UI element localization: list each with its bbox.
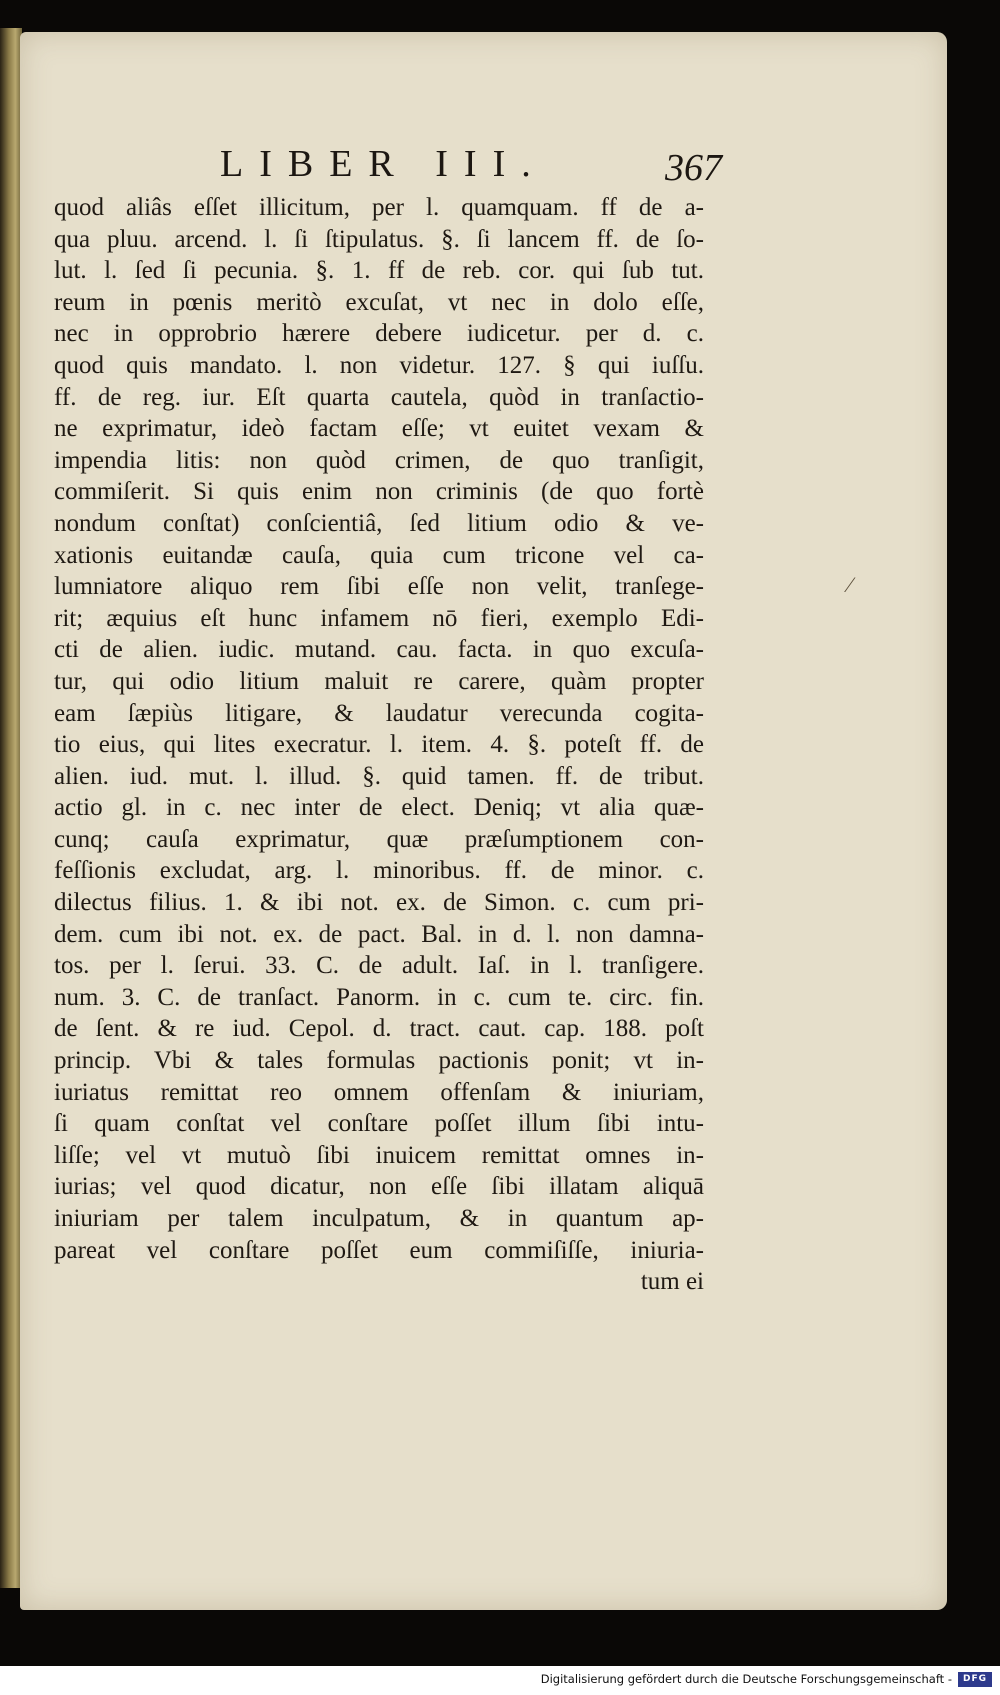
text-line: num. 3. C. de tranſact. Panorm. in c. cum te. circ. fin. [54, 983, 704, 1011]
text-line: dem. cum ibi not. ex. de pact. Bal. in d. l. non damna- [54, 920, 704, 948]
text-line: quod aliâs eſſet illicitum, per l. quamquam. ff de a- [54, 194, 704, 221]
text-line: ne exprimatur, ideò factam eſſe; vt euitet vexam & [54, 415, 704, 443]
text-line: cunq; cauſa exprimatur, quæ præſumptionem con- [54, 825, 704, 853]
running-head [20, 142, 947, 192]
dfg-logo-icon: DFG [958, 1672, 992, 1687]
book-spine [0, 28, 22, 1588]
text-line: ff. de reg. iur. Eſt quarta cautela, quòd in tranſactio- [54, 383, 704, 411]
text-line: qua pluu. arcend. l. ſi ſtipulatus. §. ſi lancem ff. de ſo- [54, 225, 704, 253]
text-line: xationis euitandæ cauſa, quia cum tricone vel ca- [54, 541, 704, 569]
text-line: tio eius, qui lites execratur. l. item. 4. §. poteſt ff. de [54, 731, 704, 759]
text-line: cti de alien. iudic. mutand. cau. facta. in quo excuſa- [54, 636, 704, 664]
text-line: lut. l. ſed ſi pecunia. §. 1. ff de reb. cor. qui ſub tut. [54, 257, 704, 285]
book-page [20, 32, 947, 1610]
text-line: reum in pœnis meritò excuſat, vt nec in dolo eſſe, [54, 288, 704, 316]
text-line: nondum conſtat) conſcientiâ, ſed litium odio & ve- [54, 509, 704, 537]
text-line: alien. iud. mut. l. illud. §. quid tamen. ff. de tribut. [54, 762, 704, 790]
catchword: tum ei [640, 1268, 704, 1296]
funding-credit: Digitalisierung gefördert durch die Deutsche Forschungsgemeinschaft - [540, 1672, 952, 1686]
text-line: commiſerit. Si quis enim non criminis (de quo fortè [54, 478, 704, 506]
text-line: iuriatus remittat reo omnem offenſam & iniuriam, [54, 1078, 704, 1106]
text-line: tos. per l. ſerui. 33. C. de adult. Iaſ. in l. tranſigere. [54, 952, 704, 980]
text-line: pareat vel conſtare poſſet eum commiſiſſe, iniuria- [54, 1236, 704, 1264]
text-line: quod quis mandato. l. non videtur. 127. § qui iuſſu. [54, 351, 704, 379]
text-line: feſſionis excludat, arg. l. minoribus. ff. de minor. c. [54, 857, 704, 885]
text-line: princip. Vbi & tales formulas pactionis ponit; vt in- [54, 1047, 704, 1075]
text-line: dilectus filius. 1. & ibi not. ex. de Simon. c. cum pri- [54, 889, 704, 917]
text-line: impendia litis: non quòd crimen, de quo tranſigit, [54, 446, 704, 474]
text-line: de ſent. & re iud. Cepol. d. tract. caut. cap. 188. poſt [54, 1015, 704, 1043]
text-line: liſſe; vel vt mutuò ſibi inuicem remittat omnes in- [54, 1141, 704, 1169]
margin-mark: ⁄ [848, 572, 852, 597]
page-number: 367 [665, 147, 722, 189]
footer-bar [0, 1666, 1000, 1695]
text-line: actio gl. in c. nec inter de elect. Deniq; vt alia quæ- [54, 794, 704, 822]
text-line: rit; æquius eſt hunc infamem nō fieri, exemplo Edi- [54, 604, 704, 632]
text-line: iurias; vel quod dicatur, non eſſe ſibi illatam aliquā [54, 1173, 704, 1201]
running-head-title: LIBER III. [220, 143, 547, 185]
text-line: nec in opprobrio hærere debere iudicetur. per d. c. [54, 320, 704, 348]
text-line: lumniatore aliquo rem ſibi eſſe non velit, tranſege- [54, 573, 704, 601]
text-line: eam ſæpiùs litigare, & laudatur verecunda cogita- [54, 699, 704, 727]
text-line: ſi quam conſtat vel conſtare poſſet illum ſibi intu- [54, 1110, 704, 1138]
text-line: tur, qui odio litium maluit re carere, quàm propter [54, 667, 704, 695]
text-line: iniuriam per talem inculpatum, & in quantum ap- [54, 1205, 704, 1232]
body-text [54, 192, 704, 1296]
